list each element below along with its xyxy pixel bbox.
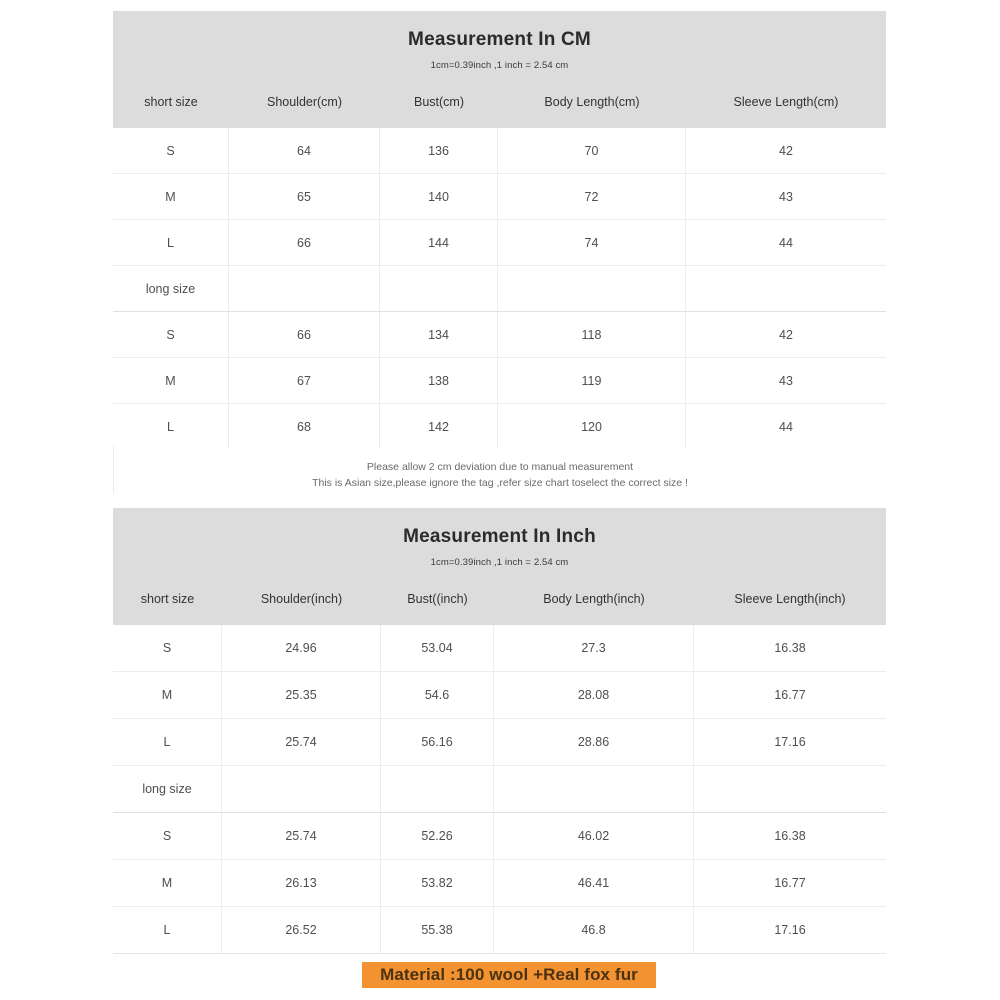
- table-inch-header-row: [113, 568, 886, 628]
- table-row-section-long-size: [113, 766, 886, 813]
- table-inch-title: Measurement In Inch: [403, 526, 596, 547]
- cell-bust: 142: [380, 404, 498, 449]
- cell-section-label: long size: [113, 766, 222, 812]
- table-row-section-long-size: [113, 266, 886, 312]
- cell-shoulder: 25.74: [222, 813, 381, 859]
- cell-bust: 144: [380, 220, 498, 265]
- table-inch-subtitle: 1cm=0.39inch ,1 inch = 2.54 cm: [430, 557, 569, 568]
- cell-sleeve-length: [686, 266, 886, 311]
- cell-bust: [381, 766, 494, 812]
- cell-size: S: [113, 813, 222, 859]
- material-banner: [362, 962, 656, 988]
- cell-body-length: [494, 766, 694, 812]
- table-row: [113, 672, 886, 719]
- table-row: [113, 813, 886, 860]
- column-header-shoulder: Shoulder(cm): [266, 95, 343, 109]
- table-row: [113, 358, 886, 404]
- cell-bust: [380, 266, 498, 311]
- cell-body-length: 119: [498, 358, 686, 403]
- cell-sleeve-length: 16.38: [774, 641, 806, 655]
- cell-sleeve-length: 16.77: [774, 688, 806, 702]
- cell-size: S: [113, 625, 222, 671]
- cell-size: L: [113, 220, 229, 265]
- cell-bust: 138: [380, 358, 498, 403]
- table-inch-header-block: [113, 508, 886, 625]
- cell-body-length: 74: [498, 220, 686, 265]
- column-header-body-length: Body Length(cm): [544, 95, 640, 109]
- table-cm-header-row: [113, 71, 886, 131]
- cell-shoulder: 64: [229, 128, 380, 173]
- table-row: [113, 128, 886, 174]
- cell-shoulder: 25.35: [222, 672, 381, 718]
- cell-body-length: 72: [498, 174, 686, 219]
- cell-shoulder: 66: [229, 312, 380, 357]
- material-text: Material :100 wool +Real fox fur: [380, 965, 638, 984]
- column-header-short-size: short size: [140, 592, 195, 606]
- cell-bust: 52.26: [381, 813, 494, 859]
- table-cm-header-block: [113, 11, 886, 128]
- cell-shoulder: 65: [229, 174, 380, 219]
- cell-shoulder: 26.13: [222, 860, 381, 906]
- cell-shoulder: 66: [229, 220, 380, 265]
- cell-shoulder: [222, 766, 381, 812]
- cell-bust: 54.6: [381, 672, 494, 718]
- cell-size: L: [113, 907, 222, 953]
- cell-sleeve-length: 43: [779, 189, 793, 204]
- measurement-table-inch: [113, 508, 886, 952]
- cell-sleeve-length: 44: [779, 235, 793, 250]
- table-row: [113, 907, 886, 954]
- cell-sleeve-length: 42: [779, 143, 793, 158]
- cell-shoulder: 67: [229, 358, 380, 403]
- column-header-body-length: Body Length(inch): [543, 592, 645, 606]
- cell-sleeve-length: 43: [779, 373, 793, 388]
- column-header-bust: Bust((inch): [407, 592, 468, 606]
- cell-bust: 136: [380, 128, 498, 173]
- table-row: [113, 860, 886, 907]
- column-header-bust: Bust(cm): [414, 95, 464, 109]
- cell-bust: 53.82: [381, 860, 494, 906]
- cell-body-length: 28.86: [494, 719, 694, 765]
- cell-bust: 55.38: [381, 907, 494, 953]
- note-asian-size: This is Asian size,please ignore the tag ,refer size chart toselect the correct size !: [312, 477, 688, 489]
- cell-body-length: 46.8: [494, 907, 694, 953]
- cell-sleeve-length: 17.16: [774, 923, 806, 937]
- cell-size: M: [113, 672, 222, 718]
- column-header-sleeve-length: Sleeve Length(inch): [734, 592, 846, 606]
- table-cm-subtitle: 1cm=0.39inch ,1 inch = 2.54 cm: [430, 60, 569, 71]
- column-header-sleeve-length: Sleeve Length(cm): [733, 95, 839, 109]
- cell-shoulder: 68: [229, 404, 380, 449]
- cell-sleeve-length: 16.77: [774, 876, 806, 890]
- cell-size: M: [113, 358, 229, 403]
- table-row: [113, 404, 886, 450]
- table-row: [113, 719, 886, 766]
- cell-size: L: [113, 719, 222, 765]
- measurement-table-cm: [113, 11, 886, 494]
- table-cm-body: [113, 128, 886, 446]
- cell-sleeve-length: [694, 766, 886, 812]
- column-header-shoulder: Shoulder(inch): [260, 592, 343, 606]
- table-inch-body: [113, 625, 886, 952]
- cell-size: S: [113, 128, 229, 173]
- cell-sleeve-length: 16.38: [774, 829, 806, 843]
- cell-bust: 53.04: [381, 625, 494, 671]
- cell-body-length: 118: [498, 312, 686, 357]
- cell-size: M: [113, 860, 222, 906]
- cell-bust: 134: [380, 312, 498, 357]
- cell-body-length: 120: [498, 404, 686, 449]
- cell-sleeve-length: 17.16: [774, 735, 806, 749]
- cell-body-length: 46.41: [494, 860, 694, 906]
- cell-body-length: [498, 266, 686, 311]
- cell-body-length: 46.02: [494, 813, 694, 859]
- cell-sleeve-length: 44: [779, 419, 793, 434]
- cell-size: S: [113, 312, 229, 357]
- cell-sleeve-length: 42: [779, 327, 793, 342]
- cell-shoulder: 26.52: [222, 907, 381, 953]
- cell-bust: 56.16: [381, 719, 494, 765]
- table-cm-notes: [113, 446, 886, 494]
- table-row: [113, 625, 886, 672]
- cell-section-label: long size: [113, 266, 229, 311]
- cell-shoulder: 24.96: [222, 625, 381, 671]
- cell-size: L: [113, 404, 229, 449]
- cell-shoulder: 25.74: [222, 719, 381, 765]
- cell-body-length: 70: [498, 128, 686, 173]
- cell-shoulder: [229, 266, 380, 311]
- cell-size: M: [113, 174, 229, 219]
- table-row: [113, 312, 886, 358]
- cell-bust: 140: [380, 174, 498, 219]
- note-deviation: Please allow 2 cm deviation due to manual measurement: [366, 461, 634, 473]
- table-row: [113, 174, 886, 220]
- column-header-short-size: short size: [144, 95, 198, 109]
- cell-body-length: 27.3: [494, 625, 694, 671]
- table-cm-title: Measurement In CM: [408, 29, 591, 50]
- cell-body-length: 28.08: [494, 672, 694, 718]
- table-row: [113, 220, 886, 266]
